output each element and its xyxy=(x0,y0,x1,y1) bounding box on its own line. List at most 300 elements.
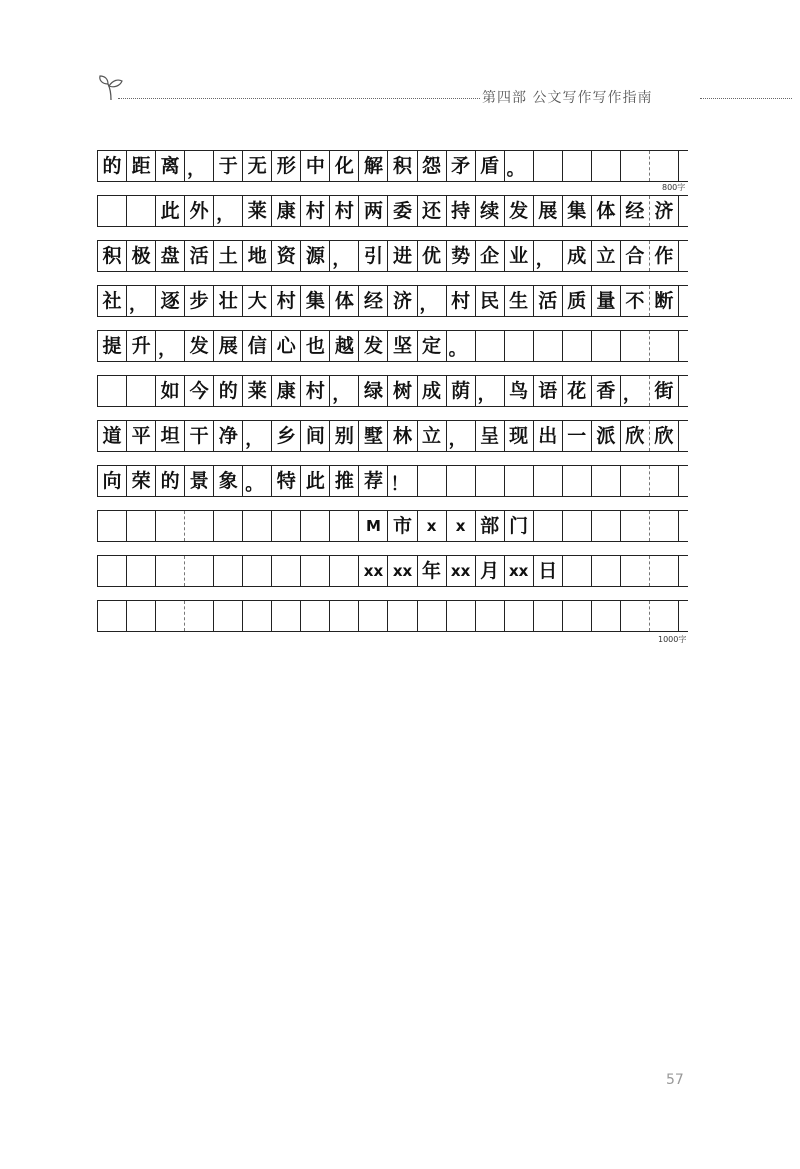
grid-cell xyxy=(388,376,417,406)
grid-character: 间 xyxy=(305,424,325,447)
grid-character: 树 xyxy=(392,379,412,402)
grid-character: 派 xyxy=(596,424,616,447)
grid-character: 坦 xyxy=(160,424,180,447)
grid-cell xyxy=(534,376,563,406)
grid-character: 于 xyxy=(218,154,238,177)
grid-cell xyxy=(156,331,185,361)
grid-character: 进 xyxy=(392,244,412,267)
grid-cell xyxy=(98,601,127,631)
grid-cell xyxy=(563,151,592,181)
grid-character: 引 xyxy=(363,244,383,267)
grid-cell xyxy=(98,151,127,181)
grid-character: 距 xyxy=(131,154,151,177)
grid-character: 荐 xyxy=(363,469,383,492)
grid-character: 部 xyxy=(480,514,500,537)
grid-character: 净 xyxy=(218,424,238,447)
header-title: 第四部 公文写作写作指南 xyxy=(482,90,653,106)
grid-cell xyxy=(563,286,592,316)
word-counter-800: 800字 xyxy=(662,183,686,192)
grid-character: 月 xyxy=(480,559,500,582)
grid-cell xyxy=(330,241,359,271)
grid-character: 推 xyxy=(334,469,354,492)
grid-cell xyxy=(563,376,592,406)
grid-character: 活 xyxy=(538,289,558,312)
grid-character: 村 xyxy=(305,379,325,402)
grid-cell xyxy=(272,511,301,541)
grid-cell xyxy=(447,511,476,541)
grid-cell xyxy=(592,556,621,586)
grid-cell xyxy=(243,556,272,586)
grid-character: 绿 xyxy=(363,379,383,402)
grid-cell xyxy=(388,196,417,226)
grid-character: 景 xyxy=(189,469,209,492)
grid-character: 别 xyxy=(334,424,354,447)
grid-character: 外 xyxy=(189,199,209,222)
grid-character: ， xyxy=(419,294,438,315)
grid-cell xyxy=(214,511,243,541)
grid-character: 定 xyxy=(422,334,442,357)
grid-cell xyxy=(185,196,214,226)
grid-character: 康 xyxy=(276,379,296,402)
grid-character: 集 xyxy=(305,289,325,312)
grid-cell xyxy=(563,556,592,586)
grid-character: 荫 xyxy=(451,379,471,402)
grid-cell xyxy=(272,421,301,451)
grid-cell xyxy=(505,151,534,181)
grid-cell xyxy=(476,511,505,541)
grid-cell xyxy=(272,196,301,226)
grid-character: 日 xyxy=(538,559,558,582)
grid-cell xyxy=(156,556,185,586)
grid-character: 业 xyxy=(509,244,529,267)
grid-cell xyxy=(359,466,388,496)
grid-character: 经 xyxy=(625,199,645,222)
grid-character: ， xyxy=(332,249,351,270)
grid-character: x xyxy=(426,516,437,535)
grid-character: 此 xyxy=(160,199,180,222)
grid-cell xyxy=(476,466,505,496)
grid-character: ， xyxy=(332,384,351,405)
grid-cell xyxy=(650,511,679,541)
grid-cell xyxy=(330,151,359,181)
grid-character: 市 xyxy=(392,514,412,537)
grid-character: xx xyxy=(509,561,529,580)
grid-character: 今 xyxy=(189,379,209,402)
grid-cell xyxy=(621,331,650,361)
grid-character: 此 xyxy=(305,469,325,492)
grid-cell xyxy=(592,286,621,316)
grid-cell xyxy=(505,511,534,541)
grid-cell xyxy=(418,511,447,541)
grid-cell xyxy=(388,421,417,451)
grid-cell xyxy=(330,466,359,496)
grid-cell xyxy=(330,331,359,361)
grid-character: 干 xyxy=(189,424,209,447)
grid-cell xyxy=(127,421,156,451)
grid-cell xyxy=(534,601,563,631)
grid-cell xyxy=(243,466,272,496)
grid-character: 欣 xyxy=(654,424,674,447)
grid-character: ， xyxy=(448,429,467,450)
grid-cell xyxy=(214,241,243,271)
grid-character: 立 xyxy=(422,424,442,447)
grid-character: 莱 xyxy=(247,379,267,402)
grid-cell xyxy=(127,511,156,541)
grid-cell xyxy=(156,601,185,631)
grid-cell xyxy=(214,421,243,451)
grid-cell xyxy=(98,421,127,451)
grid-cell xyxy=(476,241,505,271)
grid-cell xyxy=(214,286,243,316)
grid-cell xyxy=(447,196,476,226)
grid-character: ， xyxy=(216,204,235,225)
grid-cell xyxy=(650,556,679,586)
grid-cell xyxy=(214,556,243,586)
grid-character: 乡 xyxy=(276,424,296,447)
grid-character: 荣 xyxy=(131,469,151,492)
grid-cell xyxy=(621,421,650,451)
grid-character: 的 xyxy=(218,379,238,402)
grid-cell xyxy=(650,376,679,406)
grid-cell xyxy=(156,421,185,451)
grid-cell xyxy=(418,331,447,361)
grid-character: 续 xyxy=(480,199,500,222)
grid-character: 提 xyxy=(102,334,122,357)
grid-cell xyxy=(563,196,592,226)
grid-cell xyxy=(388,331,417,361)
grid-cell xyxy=(418,376,447,406)
grid-cell xyxy=(156,376,185,406)
grid-cell xyxy=(621,511,650,541)
grid-cell xyxy=(243,376,272,406)
grid-cell xyxy=(214,151,243,181)
grid-cell xyxy=(592,196,621,226)
page-number: 57 xyxy=(666,1072,684,1088)
grid-cell xyxy=(98,556,127,586)
grid-cell xyxy=(534,241,563,271)
grid-cell xyxy=(272,601,301,631)
grid-cell xyxy=(447,241,476,271)
header-dotted-line xyxy=(118,98,480,99)
grid-character: 济 xyxy=(654,199,674,222)
grid-row xyxy=(97,555,688,587)
grid-cell xyxy=(505,331,534,361)
grid-cell xyxy=(592,511,621,541)
grid-cell xyxy=(621,601,650,631)
grid-cell xyxy=(447,376,476,406)
grid-character: 离 xyxy=(160,154,180,177)
grid-character: 资 xyxy=(276,244,296,267)
grid-cell xyxy=(621,556,650,586)
grid-character: 断 xyxy=(654,289,674,312)
grid-character: 。 xyxy=(245,474,264,495)
grid-cell xyxy=(476,556,505,586)
grid-cell xyxy=(301,241,330,271)
grid-cell xyxy=(650,466,679,496)
grid-cell xyxy=(330,601,359,631)
grid-character: 两 xyxy=(363,199,383,222)
grid-cell xyxy=(243,511,272,541)
grid-cell xyxy=(388,556,417,586)
grid-character: 香 xyxy=(596,379,616,402)
grid-cell xyxy=(650,286,679,316)
grid-cell xyxy=(447,601,476,631)
grid-cell xyxy=(98,466,127,496)
grid-character: 象 xyxy=(218,469,238,492)
grid-character: ， xyxy=(245,429,264,450)
grid-cell xyxy=(447,556,476,586)
grid-cell xyxy=(185,376,214,406)
grid-cell xyxy=(301,331,330,361)
grid-cell xyxy=(505,196,534,226)
grid-cell xyxy=(359,241,388,271)
grid-cell xyxy=(505,601,534,631)
grid-cell xyxy=(418,556,447,586)
grid-character: 解 xyxy=(363,154,383,177)
grid-cell xyxy=(272,556,301,586)
grid-character: 合 xyxy=(625,244,645,267)
grid-cell xyxy=(359,151,388,181)
grid-character: 年 xyxy=(422,559,442,582)
grid-cell xyxy=(563,511,592,541)
grid-character: 盘 xyxy=(160,244,180,267)
grid-cell xyxy=(185,511,214,541)
grid-cell xyxy=(98,286,127,316)
grid-cell xyxy=(214,376,243,406)
grid-row xyxy=(97,150,688,182)
grid-character: ！ xyxy=(390,474,409,495)
grid-character: 。 xyxy=(448,339,467,360)
grid-character: 源 xyxy=(305,244,325,267)
page-header xyxy=(0,0,800,130)
grid-character: 康 xyxy=(276,199,296,222)
grid-cell xyxy=(592,421,621,451)
grid-cell xyxy=(621,286,650,316)
grid-character: 道 xyxy=(102,424,122,447)
grid-cell xyxy=(330,286,359,316)
grid-character: 地 xyxy=(247,244,267,267)
grid-row xyxy=(97,465,688,497)
grid-cell xyxy=(272,376,301,406)
grid-cell xyxy=(563,601,592,631)
grid-cell xyxy=(127,286,156,316)
grid-cell xyxy=(592,376,621,406)
grid-character: 街 xyxy=(654,379,674,402)
grid-cell xyxy=(476,421,505,451)
grid-cell xyxy=(214,331,243,361)
grid-cell xyxy=(127,601,156,631)
grid-row xyxy=(97,375,688,407)
grid-cell xyxy=(418,466,447,496)
grid-character: 社 xyxy=(102,289,122,312)
grid-cell xyxy=(621,241,650,271)
grid-character: 成 xyxy=(567,244,587,267)
grid-cell xyxy=(418,601,447,631)
grid-character: 作 xyxy=(654,244,674,267)
grid-character: 村 xyxy=(334,199,354,222)
grid-cell xyxy=(418,241,447,271)
grid-cell xyxy=(243,331,272,361)
grid-character: 心 xyxy=(276,334,296,357)
grid-cell xyxy=(388,151,417,181)
grid-cell xyxy=(127,376,156,406)
grid-character: 向 xyxy=(102,469,122,492)
grid-cell xyxy=(534,286,563,316)
grid-cell xyxy=(388,601,417,631)
grid-cell xyxy=(272,466,301,496)
grid-cell xyxy=(534,556,563,586)
grid-cell xyxy=(359,376,388,406)
grid-character: 墅 xyxy=(363,424,383,447)
grid-cell xyxy=(185,286,214,316)
grid-cell xyxy=(185,466,214,496)
grid-character: ， xyxy=(535,249,554,270)
grid-cell xyxy=(98,376,127,406)
grid-cell xyxy=(650,421,679,451)
grid-row xyxy=(97,420,688,452)
grid-cell xyxy=(388,286,417,316)
grid-cell xyxy=(127,556,156,586)
grid-cell xyxy=(447,151,476,181)
grid-cell xyxy=(359,556,388,586)
grid-character: ， xyxy=(477,384,496,405)
grid-cell xyxy=(505,421,534,451)
grid-cell xyxy=(447,466,476,496)
grid-character: 势 xyxy=(451,244,471,267)
grid-character: 一 xyxy=(567,424,587,447)
grid-cell xyxy=(621,151,650,181)
grid-cell xyxy=(330,376,359,406)
grid-cell xyxy=(650,601,679,631)
grid-cell xyxy=(98,241,127,271)
grid-cell xyxy=(592,331,621,361)
grid-cell xyxy=(214,466,243,496)
grid-cell xyxy=(650,151,679,181)
grid-cell xyxy=(156,151,185,181)
grid-cell xyxy=(156,511,185,541)
grid-cell xyxy=(330,556,359,586)
grid-cell xyxy=(418,286,447,316)
grid-cell xyxy=(476,151,505,181)
grid-character: 步 xyxy=(189,289,209,312)
grid-character: 委 xyxy=(392,199,412,222)
grid-character: xx xyxy=(450,561,471,580)
grid-cell xyxy=(534,151,563,181)
grid-character: 坚 xyxy=(392,334,412,357)
grid-cell xyxy=(592,466,621,496)
grid-cell xyxy=(156,241,185,271)
grid-character: 的 xyxy=(160,469,180,492)
grid-character: 还 xyxy=(422,199,442,222)
grid-cell xyxy=(156,196,185,226)
grid-cell xyxy=(330,511,359,541)
grid-character: 不 xyxy=(625,289,645,312)
grid-cell xyxy=(272,331,301,361)
grid-cell xyxy=(185,601,214,631)
grid-cell xyxy=(185,556,214,586)
grid-cell xyxy=(359,421,388,451)
grid-cell xyxy=(418,196,447,226)
grid-character: 盾 xyxy=(480,154,500,177)
grid-cell xyxy=(534,511,563,541)
grid-cell xyxy=(621,376,650,406)
grid-character: 形 xyxy=(276,154,296,177)
grid-cell xyxy=(476,601,505,631)
grid-character: 矛 xyxy=(451,154,471,177)
grid-character: ， xyxy=(187,159,206,180)
grid-character: 村 xyxy=(276,289,296,312)
grid-cell xyxy=(127,466,156,496)
grid-cell xyxy=(127,331,156,361)
grid-character: 持 xyxy=(451,199,471,222)
grid-character: 也 xyxy=(305,334,325,357)
grid-character: 发 xyxy=(189,334,209,357)
grid-cell xyxy=(98,331,127,361)
grid-cell xyxy=(214,196,243,226)
grid-cell xyxy=(359,601,388,631)
grid-character: 积 xyxy=(102,244,122,267)
grid-character: 生 xyxy=(509,289,529,312)
grid-cell xyxy=(243,241,272,271)
grid-cell xyxy=(388,511,417,541)
grid-character: 升 xyxy=(131,334,151,357)
grid-character: 鸟 xyxy=(509,379,529,402)
grid-cell xyxy=(476,376,505,406)
grid-cell xyxy=(127,241,156,271)
grid-cell xyxy=(534,196,563,226)
grid-row xyxy=(97,240,688,272)
grid-cell xyxy=(127,151,156,181)
grid-character: 如 xyxy=(160,379,180,402)
grid-cell xyxy=(621,196,650,226)
grid-cell xyxy=(359,196,388,226)
grid-character: 无 xyxy=(247,154,267,177)
grid-cell xyxy=(505,556,534,586)
grid-character: 体 xyxy=(334,289,354,312)
grid-cell xyxy=(650,241,679,271)
grid-cell xyxy=(243,421,272,451)
grid-character: 积 xyxy=(392,154,412,177)
grid-cell xyxy=(156,466,185,496)
grid-row xyxy=(97,330,688,362)
grid-character: 现 xyxy=(509,424,529,447)
grid-character: 。 xyxy=(506,159,525,180)
grid-character: ， xyxy=(129,294,148,315)
grid-character: 展 xyxy=(538,199,558,222)
grid-character: 质 xyxy=(567,289,587,312)
grid-character: 呈 xyxy=(480,424,500,447)
grid-character: 企 xyxy=(480,244,500,267)
grid-character: 特 xyxy=(276,469,296,492)
grid-character: 村 xyxy=(451,289,471,312)
manuscript-grid xyxy=(97,150,688,645)
grid-character: 怨 xyxy=(422,154,442,177)
grid-cell xyxy=(330,421,359,451)
grid-character: 优 xyxy=(422,244,442,267)
grid-cell xyxy=(447,286,476,316)
grid-cell xyxy=(621,466,650,496)
grid-character: 信 xyxy=(247,334,267,357)
grid-row xyxy=(97,285,688,317)
grid-cell xyxy=(418,151,447,181)
grid-cell xyxy=(534,421,563,451)
grid-cell xyxy=(359,511,388,541)
grid-cell xyxy=(272,151,301,181)
grid-character: 活 xyxy=(189,244,209,267)
grid-cell xyxy=(301,511,330,541)
grid-character: 村 xyxy=(305,199,325,222)
grid-character: 门 xyxy=(509,514,529,537)
